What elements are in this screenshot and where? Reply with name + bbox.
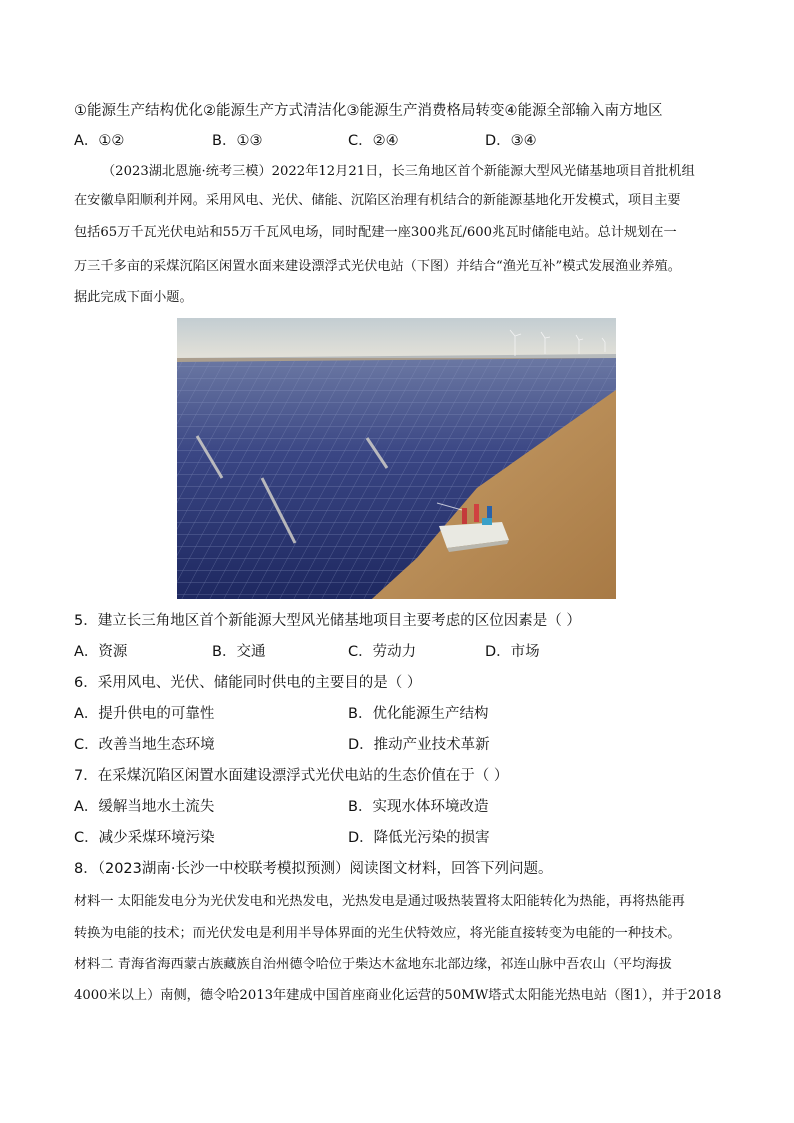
passage-line-4: 万三千多亩的采煤沉陷区闲置水面来建设漂浮式光伏电站（下图）并结合“渔光互补”模式发展渔业养殖。 — [74, 259, 681, 274]
q7-stem: 7．在采煤沉陷区闲置水面建设漂浮式光伏电站的生态价值在于（ ） — [74, 768, 509, 784]
q6-option-c: C．改善当地生态环境 — [74, 737, 215, 753]
q6-stem: 6．采用风电、光伏、储能同时供电的主要目的是（ ） — [74, 675, 422, 691]
q7-option-a: A．缓解当地水土流失 — [74, 799, 215, 815]
q8-stem: 8．（2023湖南·长沙一中校联考模拟预测）阅读图文材料，回答下列问题。 — [74, 861, 553, 877]
passage-line-2: 在安徽阜阳顺利并网。采用风电、光伏、储能、沉陷区治理有机结合的新能源基地化开发模式，项目主要 — [74, 193, 681, 208]
q6-option-a: A．提升供电的可靠性 — [74, 706, 215, 722]
floating-solar-photo — [177, 318, 616, 599]
q4-option-d: D．③④ — [485, 133, 537, 149]
q7-option-c: C．减少采煤环境污染 — [74, 830, 215, 846]
q4-statement-list: ①能源生产结构优化②能源生产方式清洁化③能源生产消费格局转变④能源全部输入南方地区 — [74, 103, 663, 119]
q6-option-d: D．推动产业技术革新 — [348, 737, 490, 753]
material-1-line-2: 转换为电能的技术；而光伏发电是利用半导体界面的光生伏特效应，将光能直接转变为电能的一种技术。 — [74, 926, 681, 941]
q5-option-a: A．资源 — [74, 644, 128, 660]
q5-stem: 5．建立长三角地区首个新能源大型风光储基地项目主要考虑的区位因素是（ ） — [74, 613, 581, 629]
material-2-line-2: 4000米以上）南侧，德令哈2013年建成中国首座商业化运营的50MW塔式太阳能光热电站（图1），并于2018 — [74, 988, 722, 1003]
q6-option-b: B．优化能源生产结构 — [348, 706, 489, 722]
q5-option-c: C．劳动力 — [348, 644, 417, 660]
passage-line-5: 据此完成下面小题。 — [74, 290, 193, 305]
passage-line-3: 包括65万千瓦光伏电站和55万千瓦风电场，同时配建一座300兆瓦/600兆瓦时储能电站。总计规划在一 — [74, 225, 677, 240]
q4-option-c: C．②④ — [348, 133, 399, 149]
q5-option-b: B．交通 — [212, 644, 266, 660]
q7-option-b: B．实现水体环境改造 — [348, 799, 489, 815]
q4-option-a: A．①② — [74, 133, 125, 149]
material-2-line-1: 材料二 青海省海西蒙古族藏族自治州德令哈位于柴达木盆地东北部边缘，祁连山脉中吾农山（平均海拔 — [74, 957, 672, 972]
material-1-line-1: 材料一 太阳能发电分为光伏发电和光热发电，光热发电是通过吸热装置将太阳能转化为热能，再将热能再 — [74, 894, 685, 909]
q5-option-d: D．市场 — [485, 644, 540, 660]
q4-option-b: B．①③ — [212, 133, 263, 149]
q7-option-d: D．降低光污染的损害 — [348, 830, 490, 846]
passage-line-1: （2023湖北恩施·统考三模）2022年12月21日，长三角地区首个新能源大型风光储基地项目首批机组 — [102, 164, 695, 179]
